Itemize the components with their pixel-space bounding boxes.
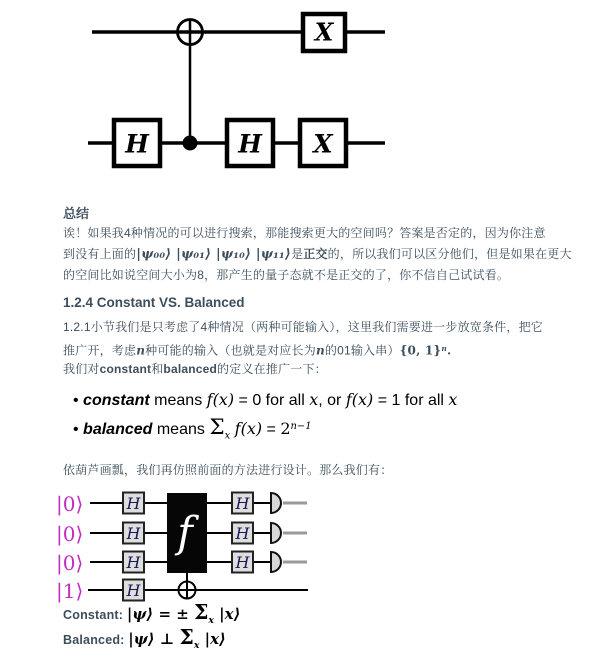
text-segment: f(x) [206,390,235,409]
text-line [63,317,563,338]
constant-result-equation [63,600,240,625]
balanced-definition [73,413,553,440]
text-segment: = 1 for all [373,392,449,409]
text-segment: |ψ₁₀⟩ [215,247,256,262]
text-segment: {0, 1} [399,343,442,358]
h-gate-label: H [126,524,141,543]
text-segment: 2 [280,418,291,438]
qubit-label-2: |0⟩ [56,522,84,546]
text-segment: 到没有上面的 [63,247,137,261]
text-segment: balanced [163,362,218,376]
text-segment: means [149,392,207,409]
text-segment: 我们对 [63,362,100,376]
text-segment: 和 [151,362,164,376]
x-gate-label: X [314,17,334,47]
text-segment: = ± [153,605,195,623]
text-segment: |ψ₁₁⟩ [255,247,292,262]
h-gate-col2-wire3 [232,552,253,573]
cnot-control-dot-icon [183,136,198,151]
text-segment: x [193,640,200,652]
x-gate-label: X [313,129,333,159]
text-segment: |x⟩ [204,630,226,648]
section-heading: 1.2.4 Constant VS. Balanced [63,295,245,310]
text-line [63,223,563,244]
f-gate-label: f [177,507,193,557]
text-segment: x [309,390,319,409]
text-segment: |ψ⟩ [128,630,155,648]
qubit-label-3: |0⟩ [56,551,84,575]
text-segment: 是 [291,247,304,261]
balanced-result-equation [63,625,226,650]
text-segment: |ψ₀₁⟩ [176,247,216,262]
h-gate-label: H [125,129,149,159]
h-gate-label: H [126,581,141,600]
h-gate-col1-wire1 [123,493,144,514]
text-segment: constant [83,392,150,409]
text-segment: 诶！如果我4种情况的可以进行搜索，那能搜索更大的空间吗？答案是否定的，因为你注意 [63,226,546,240]
text-segment: 的01输入串） [324,343,400,358]
measurement-icon-3 [271,552,281,572]
text-segment: 种可能的输入（也就是对应长为 [145,343,316,358]
text-segment: |ψ₀₀⟩ [136,247,177,262]
text-segment: 的定义在推广一下： [217,362,327,376]
measurement-icon-1 [271,493,281,513]
text-segment: = [262,420,281,438]
text-segment: n [315,343,325,358]
text-segment: x [224,430,231,442]
text-segment: n [136,343,146,358]
h-gate-label: H [238,129,262,159]
h-gate-col1-wire3 [123,552,144,573]
qubit-label-1: |0⟩ [56,492,84,516]
qubit-label-4: |1⟩ [56,579,84,603]
text-segment: means [152,420,210,438]
text-segment: ⊥ [154,630,180,648]
text-segment: n [441,344,447,353]
text-segment: |x⟩ [219,605,241,623]
text-segment: 依葫芦画瓢，我们再仿照前面的方法进行设计。那么我们有： [63,463,393,477]
text-segment: x [448,390,458,409]
x-gate-wire1 [303,14,345,51]
text-segment: . [446,343,452,358]
text-segment: 推广开，考虑 [63,343,137,358]
text-segment: f(x) [345,390,374,409]
h-gate-col2-wire1 [232,493,253,514]
x-gate-wire2 [300,120,346,166]
text-line [63,359,563,380]
h-gate-wire2-first [114,120,160,166]
text-line [63,244,572,265]
h-gate-col1-wire4 [123,580,144,601]
text-segment: = 0 for all [234,392,310,409]
text-segment: |ψ⟩ [126,605,154,623]
text-segment: Σ [209,414,225,440]
h-gate-label: H [235,494,250,513]
text-segment: Σ [194,600,209,624]
text-segment: • [73,392,84,409]
summary-heading: 总结 [63,206,90,221]
text-segment: 的空间比如说空间大小为8，那产生的量子态就不是正交的了，你不信自己试试看。 [63,268,510,282]
h-gate-label: H [126,494,141,513]
text-segment: 的，所以我们可以区分他们，但是如果在更大 [327,247,572,261]
measurement-icon-2 [271,523,281,543]
summary-paragraph [63,223,572,286]
text-line [63,265,563,286]
h-gate-col1-wire2 [123,523,144,544]
text-segment: 正交 [303,247,328,261]
text-segment: Σ [179,625,194,649]
text-segment: 1.2.1小节我们是只考虑了4种情况（两种可能输入），这里我们需要进一步放宽条件，把它 [63,320,543,334]
text-segment: constant [99,362,152,376]
text-segment: , or [318,392,346,409]
text-segment: n−1 [290,421,312,432]
text-segment: • [73,420,84,438]
text-segment: Constant: [63,608,127,622]
text-segment: f(x) [234,418,263,438]
text-line [63,338,563,359]
text-segment: Balanced: [63,633,129,647]
h-gate-label: H [235,553,250,572]
constant-definition [73,386,553,413]
h-gate-label: H [126,553,141,572]
h-gate-col2-wire2 [232,523,253,544]
text-line [63,460,563,481]
top-quantum-circuit [0,0,600,195]
definitions-block [73,386,553,440]
oracle-f-gate [167,493,207,573]
design-paragraph [63,460,563,481]
text-segment: x [208,615,214,627]
section-paragraph [63,317,563,380]
text-segment: balanced [83,420,153,438]
h-gate-wire2-second [227,120,273,166]
h-gate-label: H [235,524,250,543]
